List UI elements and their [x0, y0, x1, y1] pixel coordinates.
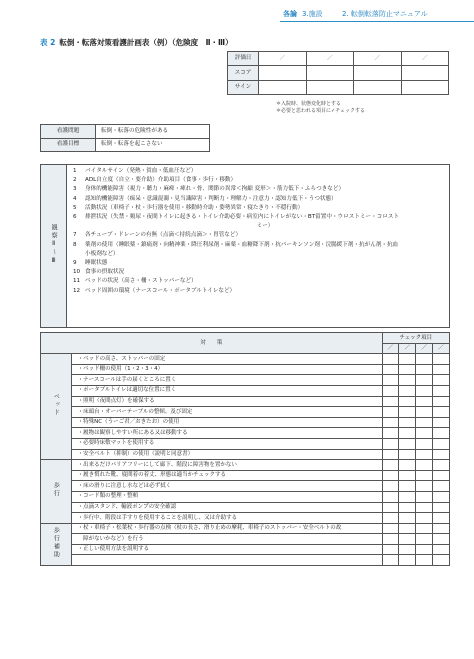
check-box[interactable] [433, 449, 450, 460]
observation-item: 5 活動状況（車椅子・杖・歩行器を使用・移動時介助・姿勢異常・寝たきり・不穏行動） [73, 204, 304, 211]
observation-item-cont: ミー） [256, 223, 274, 230]
date-slash: ／ [326, 55, 333, 62]
check-box[interactable] [416, 417, 433, 428]
page-header [0, 0, 474, 26]
measure-item: ・履物は観察しやすい所にある又は移動する [71, 428, 382, 439]
measure-item: ・床頭台・オーバーテーブルの整頓、及び固定 [71, 407, 382, 418]
check-box[interactable] [382, 544, 399, 555]
measure-row [41, 523, 450, 534]
measure-row [41, 449, 450, 460]
observation-item: 9 睡眠状態 [73, 260, 108, 267]
check-box[interactable] [416, 438, 433, 449]
check-box[interactable] [416, 385, 433, 396]
check-box[interactable] [399, 513, 416, 524]
check-box[interactable] [433, 460, 450, 471]
measure-item: ・ベッド柵の使用（1・2・3・4） [71, 364, 382, 375]
measure-row [41, 438, 450, 449]
check-box[interactable] [399, 385, 416, 396]
observation-item: 1 バイタルサイン（発熱・貧血・低血圧など） [73, 168, 197, 174]
check-box[interactable] [382, 523, 399, 534]
observation-item: 2 ADL自立度（自立・要介助）介助項目（食事・歩行・移動） [73, 177, 237, 184]
check-box[interactable] [433, 385, 450, 396]
check-box[interactable] [399, 364, 416, 375]
nursing-problem-label: 看護問題 [41, 125, 96, 139]
measure-item: ・安全ベルト（抑制）の使用（説明と同意書） [71, 449, 382, 460]
check-box[interactable] [399, 449, 416, 460]
measure-row [41, 502, 450, 513]
eval-date-cell[interactable] [306, 52, 354, 66]
measure-item: ・必要時床敷マットを使用する [71, 438, 382, 449]
check-box[interactable] [382, 438, 399, 449]
measure-item: ・ナースコールは手の届くところに置く [71, 375, 382, 386]
table-title-text: 転倒・転落対策看護計画表（例）（危険度 Ⅱ・Ⅲ） [59, 38, 233, 47]
observation-item: 3 身体的機能障害（視力・聴力・麻痺・痺れ・骨、関節の異常＜拘縮 変形＞・筋力低下・ふらつきなど） [73, 186, 345, 193]
observation-table [40, 164, 450, 328]
check-box[interactable] [433, 544, 450, 555]
measure-item: ・照明（夜間点灯）を確保する [71, 396, 382, 407]
check-box[interactable] [382, 354, 399, 365]
eval-score-cell[interactable] [306, 66, 354, 80]
check-items-header: チェック項目 [382, 333, 450, 344]
check-box[interactable] [416, 534, 433, 545]
nursing-problem-value: 転倒・転落の危険性がある [96, 125, 210, 139]
date-slash: ／ [279, 55, 286, 62]
check-box[interactable] [416, 481, 433, 492]
check-box[interactable] [416, 407, 433, 418]
evaluation-table [227, 51, 449, 95]
check-date-cell[interactable]: ／ [382, 343, 399, 354]
check-box[interactable] [416, 396, 433, 407]
observation-item: 6 排泄状況（失禁・頻尿・夜間トイレに起きる・トイレ介助必要・病室内にトイレがない・BT留置中・ウロストミー・コロスト [73, 214, 400, 221]
check-box[interactable] [416, 470, 433, 481]
check-box[interactable] [416, 354, 433, 365]
measure-row [41, 396, 450, 407]
eval-score-cell[interactable] [354, 66, 402, 80]
measure-item: ・履き慣れた靴、寝間着の着丈、形態は適当かチェックする [71, 470, 382, 481]
observation-item: 10 食事の摂取状況 [73, 269, 125, 276]
check-box[interactable] [416, 491, 433, 502]
check-box[interactable] [399, 491, 416, 502]
measure-row [41, 534, 450, 545]
observation-item-cont: 小板剤など） [85, 250, 119, 257]
eval-sign-label: サイン [228, 80, 259, 94]
measures-header-row [41, 333, 450, 344]
section-label: 3.施設 [302, 10, 323, 18]
measure-category-label: ベッド [52, 393, 60, 418]
observation-item: 11 ベッドの状況（高さ・柵・ストッパーなど） [73, 278, 197, 285]
check-box[interactable] [382, 449, 399, 460]
check-box[interactable] [382, 534, 399, 545]
measure-item: ・コード類の整理・整頓 [71, 491, 382, 502]
check-box[interactable] [433, 481, 450, 492]
check-box[interactable] [382, 502, 399, 513]
eval-date-cell[interactable] [354, 52, 402, 66]
check-date-cell[interactable]: ／ [399, 343, 416, 354]
eval-date-cell[interactable] [259, 52, 307, 66]
check-box[interactable] [399, 544, 416, 555]
check-box[interactable] [399, 428, 416, 439]
note-line: ＊必要と思われる項目に✓チェックする [276, 108, 366, 115]
nursing-goal-value: 転倒・転落を起こさない [96, 138, 210, 152]
note-line: ＊入院時、状態変化時とする [276, 101, 342, 107]
measure-row [41, 555, 450, 566]
check-box[interactable] [416, 428, 433, 439]
check-box[interactable] [399, 555, 416, 566]
eval-score-label: スコア [228, 66, 259, 80]
measure-row [41, 364, 450, 375]
check-box[interactable] [382, 396, 399, 407]
measure-item: ・歩行中、階段は手すりを使用することを説明し、又は介助する [71, 513, 382, 524]
check-date-cell[interactable]: ／ [416, 343, 433, 354]
check-box[interactable] [382, 417, 399, 428]
date-slash: ／ [421, 55, 428, 62]
check-box[interactable] [399, 396, 416, 407]
check-box[interactable] [399, 470, 416, 481]
measure-item: ・ポータブルトイレは適切な位置に置く [71, 385, 382, 396]
measures-table [40, 332, 450, 566]
check-box[interactable] [382, 364, 399, 375]
measure-row [41, 354, 450, 365]
check-box[interactable] [416, 364, 433, 375]
check-box[interactable] [433, 375, 450, 386]
measure-row [41, 491, 450, 502]
check-box[interactable] [433, 523, 450, 534]
measure-item: ・床の滑りに注意し水などは必ず拭く [71, 481, 382, 492]
check-box[interactable] [382, 407, 399, 418]
eval-sign-cell[interactable] [259, 80, 307, 94]
measure-row [41, 417, 450, 428]
instructions-notes [276, 101, 365, 116]
header-rule [280, 21, 474, 22]
check-box[interactable] [433, 428, 450, 439]
eval-score-cell[interactable] [259, 66, 307, 80]
check-box[interactable] [399, 438, 416, 449]
date-slash: ／ [374, 55, 381, 62]
check-box[interactable] [416, 544, 433, 555]
eval-sign-cell[interactable] [306, 80, 354, 94]
check-box[interactable] [382, 491, 399, 502]
check-box[interactable] [416, 449, 433, 460]
check-box[interactable] [433, 502, 450, 513]
observation-item: 8 薬剤の使用（睡眠薬・鎮痛剤・向精神薬・降圧利尿剤・麻薬・血糖降下剤・抗パーキンソン剤・浣腸緩下剤・抗がん剤・抗血 [73, 241, 399, 248]
check-box[interactable] [399, 354, 416, 365]
check-box[interactable] [416, 555, 433, 566]
check-box[interactable] [433, 417, 450, 428]
check-box[interactable] [433, 407, 450, 418]
check-box[interactable] [399, 407, 416, 418]
check-box[interactable] [416, 375, 433, 386]
measure-category [41, 523, 72, 565]
measure-item: ・点滴スタンド、輸液ポンプの安全確認 [71, 502, 382, 513]
measure-row [41, 460, 450, 471]
measure-row [41, 428, 450, 439]
measure-category-label: 歩行補助 [52, 527, 60, 560]
check-box[interactable] [382, 385, 399, 396]
measure-category-label: 歩行 [52, 482, 60, 499]
observation-side-label [41, 165, 67, 328]
observation-item: 4 認知的機能障害（痴呆・意識混濁・見当識障害・判断力・理解力・注意力・認知力低下・うつ状態） [73, 195, 337, 202]
check-date-cell[interactable]: ／ [433, 343, 450, 354]
check-box[interactable] [399, 481, 416, 492]
check-box[interactable] [416, 502, 433, 513]
check-box[interactable] [399, 460, 416, 471]
nursing-problems-table [40, 124, 210, 152]
observation-side-text: 観察Ⅱ〜Ⅲ [50, 223, 58, 266]
check-box[interactable] [433, 555, 450, 566]
measure-item: ・特殊NC（うーご君／おきたお）の使用 [71, 417, 382, 428]
chapter-label: 各論 [283, 10, 297, 18]
measure-item: 障がないかなど）を行う [71, 534, 382, 545]
measure-item: ・出来るだけバリアフリーにして廊下、階段に障害物を置かない [71, 460, 382, 471]
measure-category [41, 460, 72, 524]
check-box[interactable] [399, 523, 416, 534]
measure-row [41, 513, 450, 524]
check-box[interactable] [382, 555, 399, 566]
check-box[interactable] [416, 513, 433, 524]
check-box[interactable] [382, 428, 399, 439]
measure-item: ・杖・車椅子・松葉杖・歩行器の点検（杖の長さ、滑り止めの摩耗、車椅子のストッパー・安全ベルトの故 [71, 523, 382, 534]
measure-row [41, 407, 450, 418]
check-box[interactable] [433, 491, 450, 502]
observation-items-cell [67, 165, 450, 328]
nursing-goal-label: 看護目標 [41, 138, 96, 152]
eval-sign-cell[interactable] [401, 80, 449, 94]
check-box[interactable] [433, 364, 450, 375]
eval-score-cell[interactable] [401, 66, 449, 80]
check-box[interactable] [399, 417, 416, 428]
observation-item: 7 各チューブ・ドレーンの有無（点滴＜持続点滴＞・胃管など） [73, 232, 242, 239]
measure-item [71, 555, 382, 566]
check-box[interactable] [382, 375, 399, 386]
check-box[interactable] [433, 438, 450, 449]
measure-row [41, 385, 450, 396]
check-box[interactable] [399, 375, 416, 386]
observation-item: 12 ベッド周囲の環境（ナースコール・ポータブルトイレなど） [73, 287, 236, 294]
check-box[interactable] [382, 481, 399, 492]
table-number: 表 2 [40, 38, 56, 47]
measure-row [41, 481, 450, 492]
check-box[interactable] [433, 470, 450, 481]
measure-item: ・正しい使用方法を説明する [71, 544, 382, 555]
manual-title: 2. 転倒転落防止マニュアル [342, 10, 428, 18]
eval-sign-cell[interactable] [354, 80, 402, 94]
eval-date-label: 評価日 [228, 52, 259, 66]
eval-date-cell[interactable] [401, 52, 449, 66]
measure-item: ・ベッドの高さ、ストッパーの固定 [71, 354, 382, 365]
measure-row [41, 544, 450, 555]
check-box[interactable] [399, 502, 416, 513]
check-box[interactable] [382, 460, 399, 471]
check-box[interactable] [433, 534, 450, 545]
measure-row [41, 375, 450, 386]
check-box[interactable] [382, 513, 399, 524]
table-title [40, 38, 233, 47]
check-box[interactable] [433, 354, 450, 365]
observation-list [67, 165, 449, 296]
measures-header: 対 策 [41, 333, 383, 354]
measure-category [41, 354, 72, 460]
check-box[interactable] [433, 396, 450, 407]
measure-row [41, 470, 450, 481]
check-box[interactable] [416, 460, 433, 471]
check-box[interactable] [382, 470, 399, 481]
check-box[interactable] [416, 523, 433, 534]
check-box[interactable] [399, 534, 416, 545]
check-box[interactable] [433, 513, 450, 524]
